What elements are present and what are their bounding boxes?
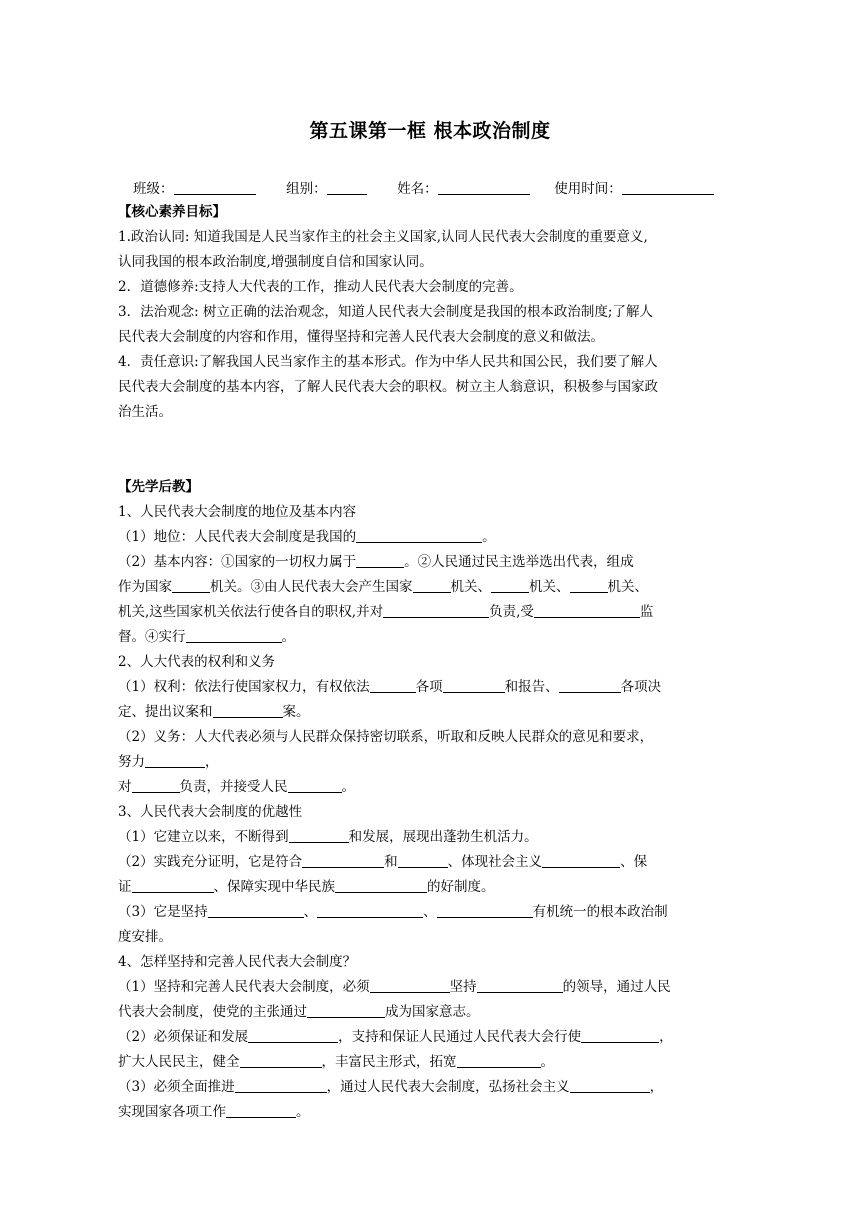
answer-blank[interactable] xyxy=(213,703,283,718)
goal-line: 民代表大会制度的基本内容，了解人民代表大会的职权。树立主人翁意识，积极参与国家政 xyxy=(118,379,658,395)
section-4-line-1: （1）坚持和完善人民代表大会制度，必须 坚持 的领导，通过人民 xyxy=(118,979,671,995)
section-1-line-2: （2）基本内容：①国家的一切权力属于 。②人民通过民主选举选出代表，组成 xyxy=(118,554,634,570)
section-1-line-1: （1）地位：人民代表大会制度是我国的 。 xyxy=(118,529,496,545)
answer-blank[interactable] xyxy=(477,978,563,993)
answer-blank[interactable] xyxy=(132,778,180,793)
section-1-line-3: 作为国家 机关。③由人民代表大会产生国家 机关、 机关、 机关、 xyxy=(118,579,648,595)
answer-blank[interactable] xyxy=(370,678,416,693)
name-blank[interactable] xyxy=(438,180,530,195)
goal-line: 1.政治认同: 知道我国是人民当家作主的社会主义国家,认同人民代表大会制度的重要意义, xyxy=(118,229,648,245)
answer-blank[interactable] xyxy=(356,528,482,543)
goal-line: 2．道德修养:支持人大代表的工作，推动人民代表大会制度的完善。 xyxy=(118,279,523,295)
goal-line: 4．责任意识:了解我国人民当家作主的基本形式。作为中华人民共和国公民，我们要了解人 xyxy=(118,354,658,370)
group-label: 组别： xyxy=(286,181,327,197)
section-4-line-4: 扩大人民民主，健全 ，丰富民主形式，拓宽 。 xyxy=(118,1054,554,1070)
section-1-line-5: 督。④实行 。 xyxy=(118,629,295,645)
goals-heading: 【核心素养目标】 xyxy=(118,204,226,220)
section-3-line-5: 度安排。 xyxy=(118,929,172,945)
answer-blank[interactable] xyxy=(335,878,427,893)
section-3-title: 3、人民代表大会制度的优越性 xyxy=(118,804,303,820)
section-2-line-3: （2）义务：人大代表必须与人民群众保持密切联系，听取和反映人民群众的意见和要求， xyxy=(118,729,654,745)
class-label: 班级： xyxy=(133,181,174,197)
answer-blank[interactable] xyxy=(186,628,282,643)
answer-blank[interactable] xyxy=(491,578,529,593)
page-title: 第五课第一框 根本政治制度 xyxy=(309,120,551,142)
answer-blank[interactable] xyxy=(288,778,342,793)
answer-blank[interactable] xyxy=(383,603,489,618)
section-4-line-5: （3）必须全面推进 ，通过人民代表大会制度，弘扬社会主义 ， xyxy=(118,1079,664,1095)
answer-blank[interactable] xyxy=(581,1028,659,1043)
answer-blank[interactable] xyxy=(317,903,423,918)
group-blank[interactable] xyxy=(327,180,367,195)
section-1-title: 1、人民代表大会制度的地位及基本内容 xyxy=(118,504,357,520)
goal-line: 3．法治观念: 树立正确的法治观念，知道人民代表大会制度是我国的根本政治制度;了解人 xyxy=(118,304,653,320)
answer-blank[interactable] xyxy=(289,828,349,843)
answer-blank[interactable] xyxy=(172,578,210,593)
answer-blank[interactable] xyxy=(443,678,505,693)
answer-blank[interactable] xyxy=(559,678,621,693)
answer-blank[interactable] xyxy=(370,978,450,993)
class-blank[interactable] xyxy=(174,180,256,195)
student-info-row xyxy=(133,177,714,197)
content-body xyxy=(118,200,738,1125)
section-3-line-2: （2）实践充分证明，它是符合 和 、体现社会主义 、保 xyxy=(118,854,648,870)
goal-line: 认同我国的根本政治制度,增强制度自信和国家认同。 xyxy=(118,254,433,270)
time-blank[interactable] xyxy=(622,180,714,195)
section-4-line-6: 实现国家各项工作 。 xyxy=(118,1104,310,1120)
time-label: 使用时间： xyxy=(554,181,622,197)
section-4-line-2: 代表大会制度，使党的主张通过 成为国家意志。 xyxy=(118,1004,480,1020)
section-2-line-4: 努力 ， xyxy=(118,754,219,770)
section-2-line-1: （1）权利：依法行使国家权力，有权依法 各项 和报告、 各项决 xyxy=(118,679,662,695)
answer-blank[interactable] xyxy=(356,553,404,568)
answer-blank[interactable] xyxy=(307,1003,385,1018)
section-3-line-3: 证 、保障实现中华民族 的好制度。 xyxy=(118,879,495,895)
answer-blank[interactable] xyxy=(240,1053,322,1068)
answer-blank[interactable] xyxy=(437,903,533,918)
section-2-line-2: 定、提出议案和 案。 xyxy=(118,704,310,720)
answer-blank[interactable] xyxy=(145,753,205,768)
answer-blank[interactable] xyxy=(542,853,620,868)
answer-blank[interactable] xyxy=(208,903,304,918)
section-1-line-4: 机关,这些国家机关依法行使各自的职权,并对 负责,受 监 xyxy=(118,604,654,620)
section-2-line-5: 对 负责，并接受人民 。 xyxy=(118,779,355,795)
answer-blank[interactable] xyxy=(248,1028,338,1043)
section-3-line-4: （3）它是坚持 、 、 有机统一的根本政治制 xyxy=(118,904,668,920)
answer-blank[interactable] xyxy=(534,603,640,618)
answer-blank[interactable] xyxy=(226,1103,296,1118)
goal-line: 治生活。 xyxy=(118,404,172,420)
answer-blank[interactable] xyxy=(413,578,451,593)
name-label: 姓名： xyxy=(397,181,438,197)
answer-blank[interactable] xyxy=(302,853,384,868)
study-heading: 【先学后教】 xyxy=(118,479,199,495)
section-2-title: 2、人大代表的权利和义务 xyxy=(118,654,276,670)
answer-blank[interactable] xyxy=(132,878,214,893)
answer-blank[interactable] xyxy=(570,1078,650,1093)
answer-blank[interactable] xyxy=(235,1078,327,1093)
section-3-line-1: （1）它建立以来，不断得到 和发展，展现出蓬勃生机活力。 xyxy=(118,829,538,845)
answer-blank[interactable] xyxy=(398,853,448,868)
goal-line: 民代表大会制度的内容和作用，懂得坚持和完善人民代表大会制度的意义和做法。 xyxy=(118,329,604,345)
section-4-title: 4、怎样坚持和完善人民代表大会制度？ xyxy=(118,954,357,970)
answer-blank[interactable] xyxy=(570,578,608,593)
section-4-line-3: （2）必须保证和发展 ，支持和保证人民通过人民代表大会行使 ， xyxy=(118,1029,673,1045)
answer-blank[interactable] xyxy=(457,1053,541,1068)
